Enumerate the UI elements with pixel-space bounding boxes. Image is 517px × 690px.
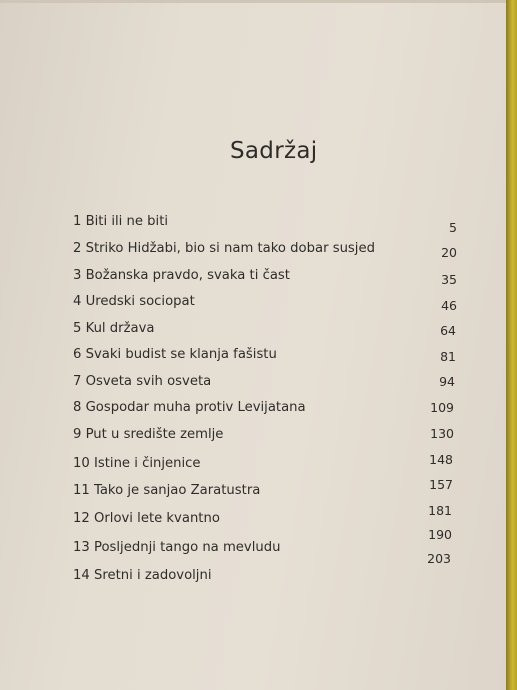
toc-page-7: 94 xyxy=(439,374,455,389)
toc-page-6: 81 xyxy=(440,349,456,364)
toc-page-11: 157 xyxy=(429,477,453,492)
toc-page-13: 190 xyxy=(428,527,452,542)
page-top-edge xyxy=(0,0,506,3)
toc-entry-8: 8 Gospodar muha protiv Levijatana xyxy=(73,400,306,415)
book-edge xyxy=(506,0,517,690)
toc-entry-1: 1 Biti ili ne biti xyxy=(73,214,169,229)
toc-page-4: 46 xyxy=(441,298,457,313)
toc-page-10: 148 xyxy=(429,452,453,467)
toc-entry-4: 4 Uredski sociopat xyxy=(73,294,195,309)
page-title: Sadržaj xyxy=(230,138,318,164)
toc-entry-6: 6 Svaki budist se klanja fašistu xyxy=(73,347,277,362)
toc-entry-11: 11 Tako je sanjao Zaratustra xyxy=(73,483,261,498)
toc-page-9: 130 xyxy=(430,426,454,441)
toc-page-12: 181 xyxy=(428,503,452,518)
toc-page-8: 109 xyxy=(430,400,454,415)
toc-page-3: 35 xyxy=(441,272,457,287)
toc-entry-13: 13 Posljednji tango na mevludu xyxy=(73,540,281,555)
toc-entry-3: 3 Božanska pravdo, svaka ti čast xyxy=(73,268,290,283)
toc-page-1: 5 xyxy=(449,220,457,235)
toc-entry-5: 5 Kul država xyxy=(73,321,155,336)
toc-entry-14: 14 Sretni i zadovoljni xyxy=(73,568,212,583)
toc-page-5: 64 xyxy=(440,323,456,338)
toc-page-14: 203 xyxy=(427,551,451,566)
toc-entry-9: 9 Put u središte zemlje xyxy=(73,427,224,442)
toc-entry-10: 10 Istine i činjenice xyxy=(73,456,201,471)
toc-entry-12: 12 Orlovi lete kvantno xyxy=(73,511,220,526)
toc-entry-7: 7 Osveta svih osveta xyxy=(73,374,212,389)
toc-page-2: 20 xyxy=(441,245,457,260)
toc-entry-2: 2 Striko Hidžabi, bio si nam tako dobar susjed xyxy=(73,241,375,256)
